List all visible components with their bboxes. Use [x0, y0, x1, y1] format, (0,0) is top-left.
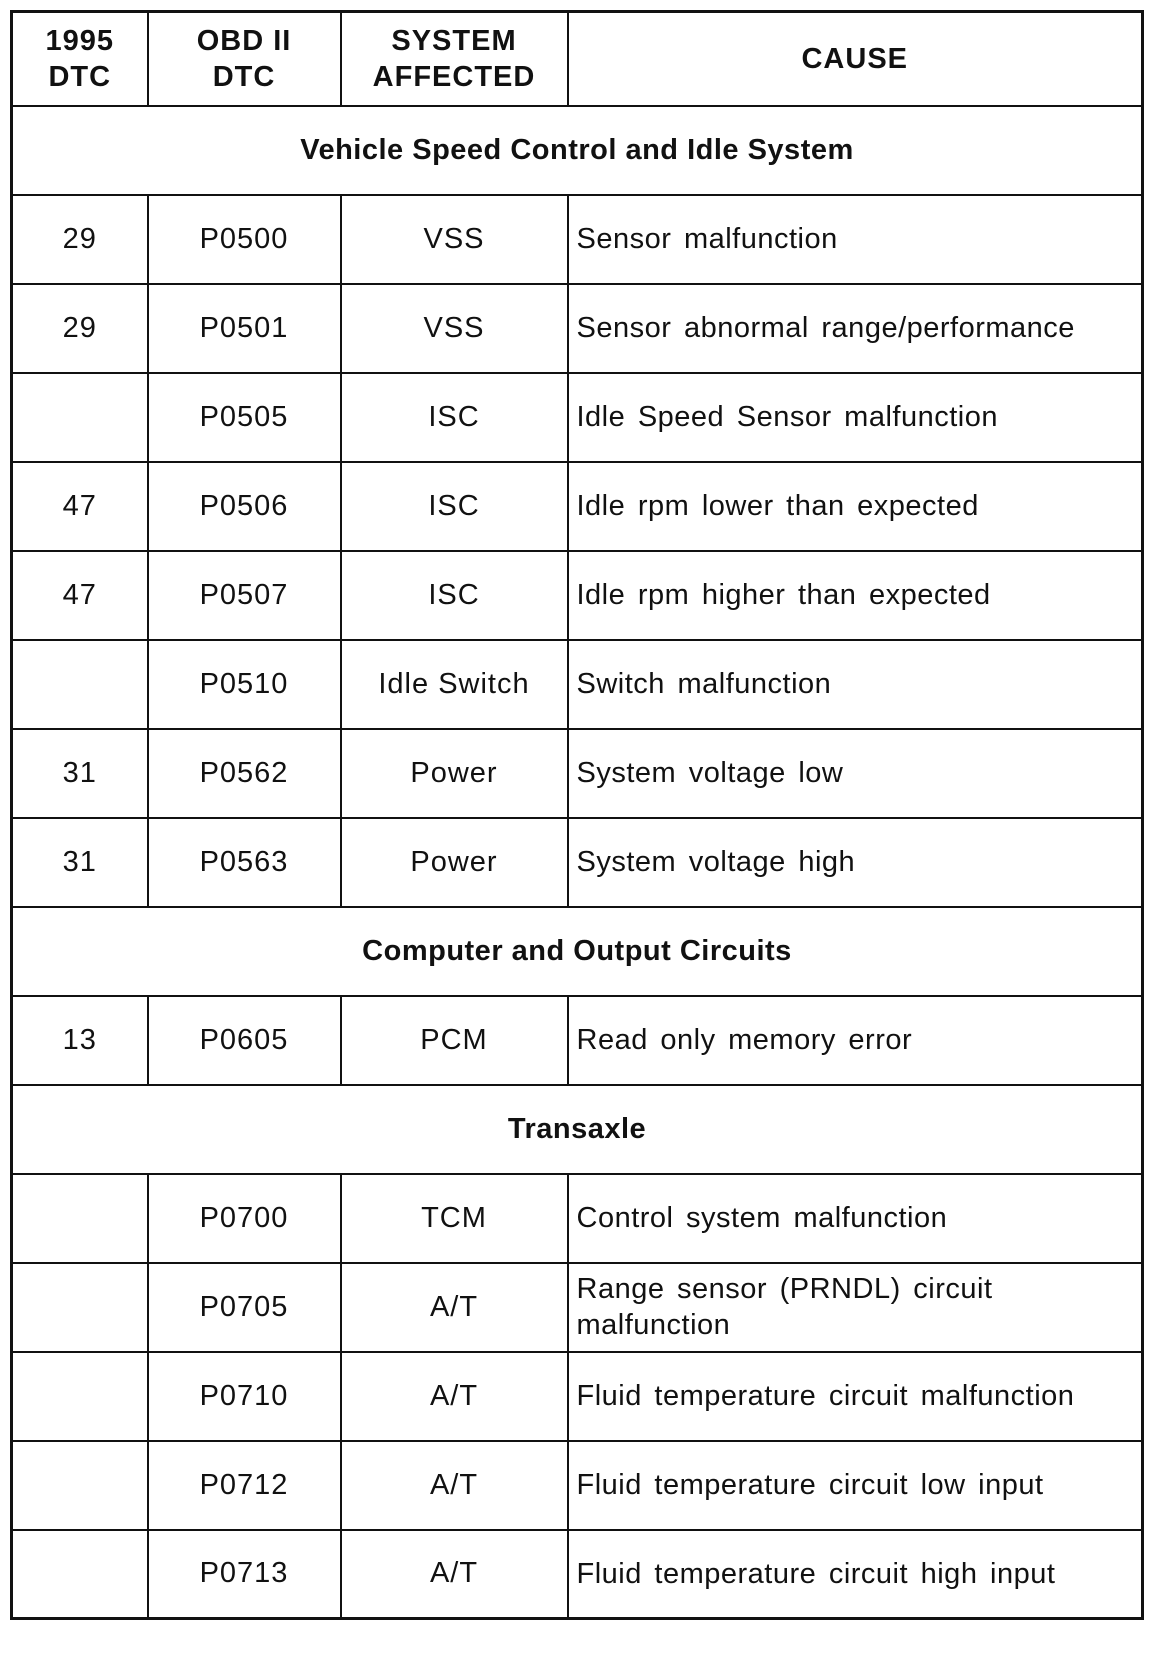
cell-1995-dtc: 13 — [12, 996, 148, 1085]
cell-obd-ii-dtc: P0506 — [148, 462, 341, 551]
table-row — [12, 195, 1143, 284]
cell-1995-dtc — [12, 1352, 148, 1441]
cell-system-affected: ISC — [341, 373, 568, 462]
table-row — [12, 1174, 1143, 1263]
cell-cause: Read only memory error — [568, 996, 1143, 1085]
cell-1995-dtc — [12, 1263, 148, 1352]
cell-obd-ii-dtc: P0713 — [148, 1530, 341, 1619]
table-row — [12, 1441, 1143, 1530]
cell-system-affected: TCM — [341, 1174, 568, 1263]
cell-system-affected: Power — [341, 729, 568, 818]
dtc-table — [10, 10, 1144, 1620]
cell-1995-dtc: 31 — [12, 818, 148, 907]
cell-cause: Idle Speed Sensor malfunction — [568, 373, 1143, 462]
table-body — [12, 106, 1143, 1619]
cell-cause: System voltage high — [568, 818, 1143, 907]
cell-cause: Sensor malfunction — [568, 195, 1143, 284]
cell-system-affected: VSS — [341, 284, 568, 373]
cell-1995-dtc — [12, 1174, 148, 1263]
cell-obd-ii-dtc: P0507 — [148, 551, 341, 640]
cell-system-affected: A/T — [341, 1530, 568, 1619]
table-header — [12, 12, 1143, 106]
table-row — [12, 462, 1143, 551]
header-system-affected-line1: SYSTEM — [391, 24, 517, 57]
table-row — [12, 1530, 1143, 1619]
section-title: Transaxle — [12, 1085, 1143, 1174]
header-1995-dtc-line2: DTC — [48, 60, 112, 93]
cell-obd-ii-dtc: P0712 — [148, 1441, 341, 1530]
header-obd-ii-dtc-line1: OBD II — [196, 24, 292, 57]
header-1995-dtc-line1: 1995 — [45, 24, 114, 57]
header-1995-dtc — [12, 12, 148, 106]
header-obd-ii-dtc — [148, 12, 341, 106]
cell-cause: Range sensor (PRNDL) circuit malfunction — [568, 1263, 1143, 1352]
cell-cause: Switch malfunction — [568, 640, 1143, 729]
cell-system-affected: Idle Switch — [341, 640, 568, 729]
cell-1995-dtc: 29 — [12, 284, 148, 373]
cell-1995-dtc — [12, 1530, 148, 1619]
cell-system-affected: ISC — [341, 551, 568, 640]
cell-system-affected: A/T — [341, 1441, 568, 1530]
section-title: Vehicle Speed Control and Idle System — [12, 106, 1143, 195]
cell-obd-ii-dtc: P0500 — [148, 195, 341, 284]
cell-obd-ii-dtc: P0700 — [148, 1174, 341, 1263]
cell-1995-dtc — [12, 640, 148, 729]
cell-cause: Fluid temperature circuit high input — [568, 1530, 1143, 1619]
cell-system-affected: A/T — [341, 1352, 568, 1441]
cell-system-affected: ISC — [341, 462, 568, 551]
table-row — [12, 373, 1143, 462]
cell-cause: Idle rpm higher than expected — [568, 551, 1143, 640]
cell-1995-dtc: 47 — [12, 462, 148, 551]
cell-obd-ii-dtc: P0510 — [148, 640, 341, 729]
table-row — [12, 284, 1143, 373]
cell-obd-ii-dtc: P0605 — [148, 996, 341, 1085]
cell-system-affected: VSS — [341, 195, 568, 284]
header-obd-ii-dtc-line2: DTC — [212, 60, 276, 93]
cell-cause: Control system malfunction — [568, 1174, 1143, 1263]
table-row — [12, 551, 1143, 640]
cell-1995-dtc: 31 — [12, 729, 148, 818]
table-row — [12, 640, 1143, 729]
cell-obd-ii-dtc: P0562 — [148, 729, 341, 818]
header-row — [12, 12, 1143, 106]
cell-cause: Sensor abnormal range/performance — [568, 284, 1143, 373]
cell-obd-ii-dtc: P0563 — [148, 818, 341, 907]
section-row — [12, 1085, 1143, 1174]
cell-system-affected: A/T — [341, 1263, 568, 1352]
cell-1995-dtc — [12, 373, 148, 462]
table-row — [12, 818, 1143, 907]
cell-1995-dtc: 29 — [12, 195, 148, 284]
table-row — [12, 1263, 1143, 1352]
section-title: Computer and Output Circuits — [12, 907, 1143, 996]
cell-system-affected: PCM — [341, 996, 568, 1085]
cell-system-affected: Power — [341, 818, 568, 907]
cell-1995-dtc: 47 — [12, 551, 148, 640]
cell-cause: System voltage low — [568, 729, 1143, 818]
cell-obd-ii-dtc: P0501 — [148, 284, 341, 373]
header-system-affected — [341, 12, 568, 106]
cell-obd-ii-dtc: P0710 — [148, 1352, 341, 1441]
header-system-affected-line2: AFFECTED — [372, 60, 536, 93]
cell-obd-ii-dtc: P0705 — [148, 1263, 341, 1352]
cell-cause: Fluid temperature circuit low input — [568, 1441, 1143, 1530]
cell-obd-ii-dtc: P0505 — [148, 373, 341, 462]
table-row — [12, 1352, 1143, 1441]
header-cause — [568, 12, 1143, 106]
cell-1995-dtc — [12, 1441, 148, 1530]
section-row — [12, 106, 1143, 195]
section-row — [12, 907, 1143, 996]
table-row — [12, 996, 1143, 1085]
cell-cause: Fluid temperature circuit malfunction — [568, 1352, 1143, 1441]
cell-cause: Idle rpm lower than expected — [568, 462, 1143, 551]
table-row — [12, 729, 1143, 818]
header-cause-label: CAUSE — [801, 42, 908, 75]
